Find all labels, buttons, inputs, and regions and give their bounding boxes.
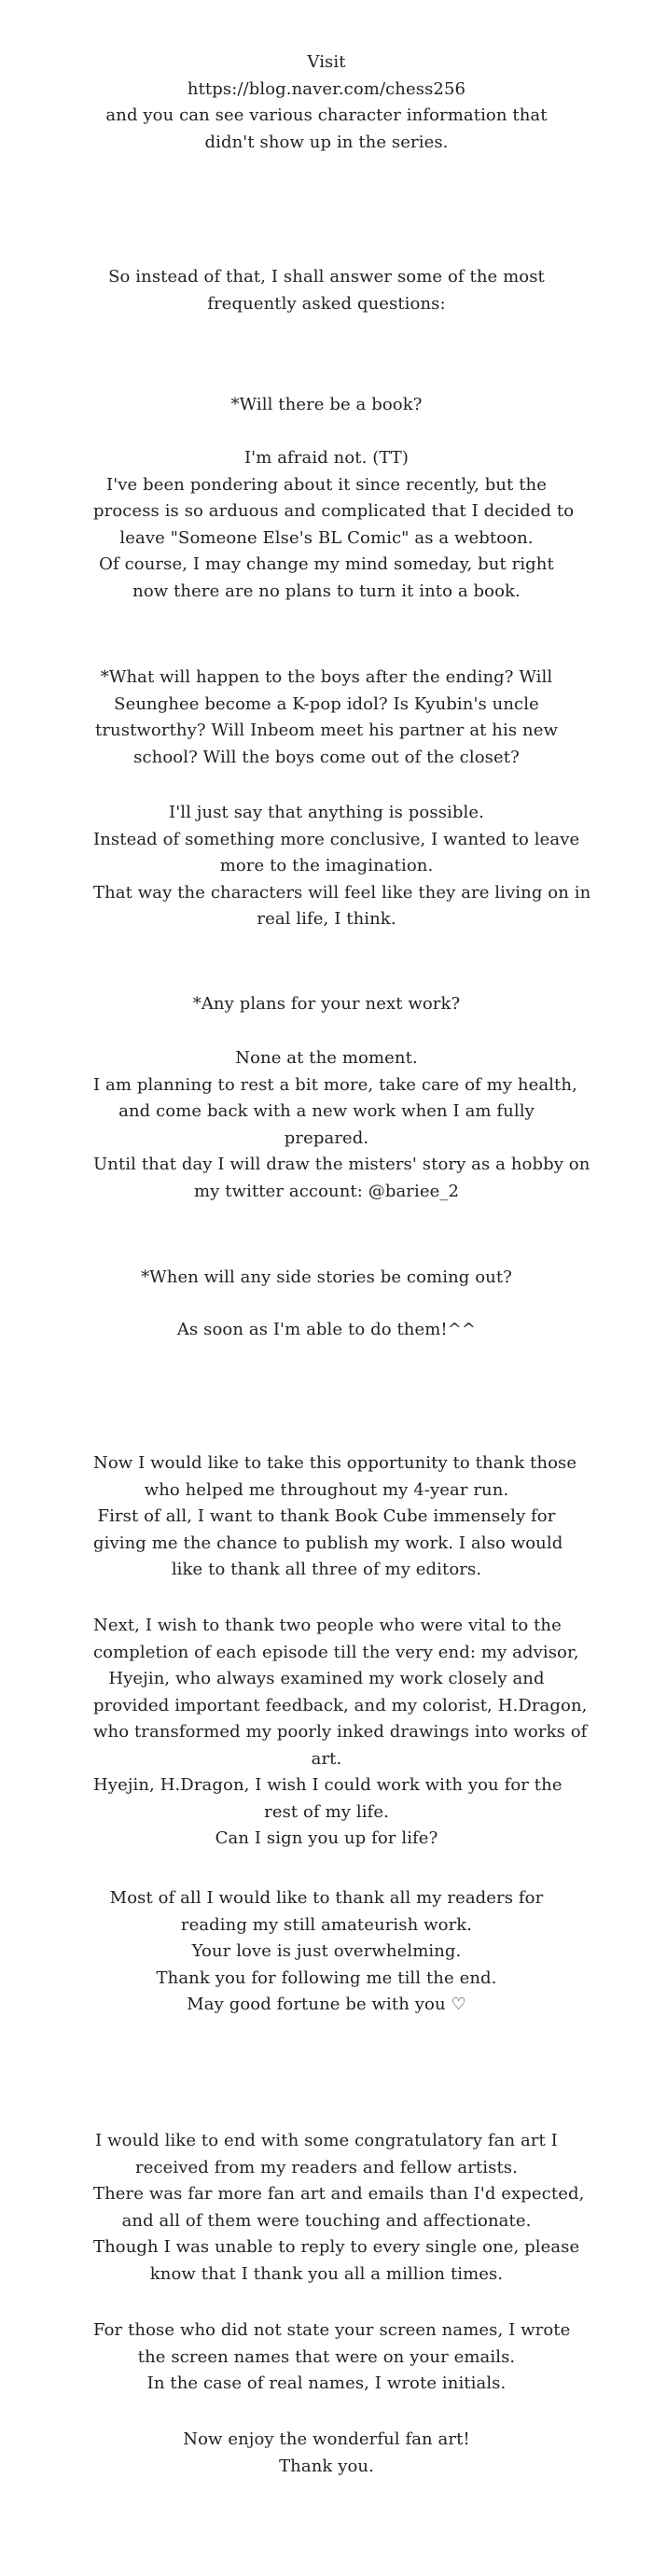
fan-art-intro-paragraph [93,2128,585,2288]
text-line: First of all, I want to thank Book Cube immensely for [97,1506,556,1526]
question-line: trustworthy? Will Inbeom meet his partner at his new [95,721,558,740]
twitter-handle-text: my twitter account: @bariee_2 [193,1181,459,1201]
text-line: Of course, I may change my mind someday, but right [99,554,554,574]
text-line: reading my still amateurish work. [180,1914,473,1935]
faq-book-answer [93,445,575,605]
screen-names-note-paragraph [93,2317,571,2398]
text-line: who transformed my poorly inked drawings into works of [93,1722,588,1742]
text-line: Though I was unable to reply to every single one, please [93,2237,580,2257]
thanks-advisor-colorist-paragraph [93,1613,588,1853]
text-line: completion of each episode till the very end: my advisor, [93,1642,579,1662]
text-line: Now enjoy the wonderful fan art! [183,2429,470,2449]
question-line: *Any plans for your next work? [192,994,461,1014]
text-line: In the case of real names, I wrote initials. [146,2373,507,2393]
text-line: process is so arduous and complicated that I decided to [93,501,575,521]
text-line: So instead of that, I shall answer some of the most [108,267,545,287]
text-line: Hyejin, who always examined my work closely and [108,1669,545,1688]
faq-intro-paragraph [93,264,560,317]
faq-next-work-question [93,991,560,1018]
text-line: know that I thank you all a million times. [149,2263,504,2284]
question-line: *When will any side stories be coming out? [141,1267,512,1287]
text-line: There was far more fan art and emails than I'd expected, [93,2184,585,2204]
text-line: more to the imagination. [219,856,434,875]
text-line: Until that day I will draw the misters' story as a hobby on [93,1155,590,1174]
faq-book-question [93,392,560,419]
text-line: provided important feedback, and my colorist, H.Dragon, [93,1695,588,1715]
text-line: I'm afraid not. (TT) [243,448,410,468]
faq-side-stories-answer [93,1317,560,1344]
question-line: school? Will the boys come out of the closet? [133,747,520,767]
text-line: Now I would like to take this opportunity to thank those [93,1453,577,1473]
faq-ending-question [93,665,560,771]
text-line: I've been pondering about it since recently, but the [105,474,547,495]
text-line: who helped me throughout my 4-year run. [144,1479,509,1500]
text-line: frequently asked questions: [207,293,446,314]
text-line: real life, I think. [257,909,396,929]
text-line: the screen names that were on your emails. [137,2346,516,2367]
text-line: Thank you. [279,2456,374,2476]
text-line: and come back with a new work when I am fully [118,1101,535,1121]
text-line: Visit [307,52,346,72]
text-line: didn't show up in the series. [204,132,449,152]
faq-ending-answer [93,800,591,933]
text-line: rest of my life. [264,1801,389,1822]
text-line: Next, I wish to thank two people who were vital to the [93,1616,562,1635]
text-line: giving me the chance to publish my work. I also would [93,1533,563,1553]
text-line: now there are no plans to turn it into a book. [132,581,521,601]
faq-side-stories-question [93,1265,560,1292]
blog-url-text: https://blog.naver.com/chess256 [187,78,466,99]
text-line: like to thank all three of my editors. [171,1560,482,1579]
question-line: Seunghee become a K-pop idol? Is Kyubin's uncle [114,693,539,714]
text-line: leave "Someone Else's BL Comic" as a webtoon. [119,527,534,548]
text-line: As soon as I'm able to do them!^^ [176,1320,477,1339]
text-line: Hyejin, H.Dragon, I wish I could work with you for the [93,1775,563,1795]
text-line: That way the characters will feel like they are living on in [93,882,591,903]
text-line: For those who did not state your screen names, I wrote [93,2320,571,2340]
text-line: None at the moment. [235,1048,418,1068]
text-line: art. [311,1748,342,1769]
closing-paragraph [93,2427,560,2480]
thanks-intro-paragraph [93,1450,577,1584]
faq-next-work-answer [93,1045,590,1205]
text-line: Most of all I would like to thank all my readers for [109,1888,544,1908]
text-line: Thank you for following me till the end. [156,1967,497,1988]
text-line: received from my readers and fellow artists. [135,2157,518,2177]
text-line: Instead of something more conclusive, I wanted to leave [93,829,580,849]
visit-blog-paragraph [93,49,560,156]
thanks-readers-paragraph [93,1885,560,2019]
text-line: I am planning to rest a bit more, take care of my health, [93,1074,577,1095]
text-line: Your love is just overwhelming. [191,1941,462,1961]
text-line: Can I sign you up for life? [215,1828,438,1848]
question-line: *What will happen to the boys after the ending? Will [100,667,553,687]
text-line: I'll just say that anything is possible. [169,803,484,822]
text-line: I would like to end with some congratulatory fan art I [95,2131,558,2150]
text-line: and all of them were touching and affectionate. [121,2210,532,2231]
text-line: prepared. [284,1127,369,1148]
question-line: *Will there be a book? [230,395,423,414]
text-line: and you can see various character information that [105,105,548,125]
text-line: May good fortune be with you ♡ [187,1995,466,2014]
